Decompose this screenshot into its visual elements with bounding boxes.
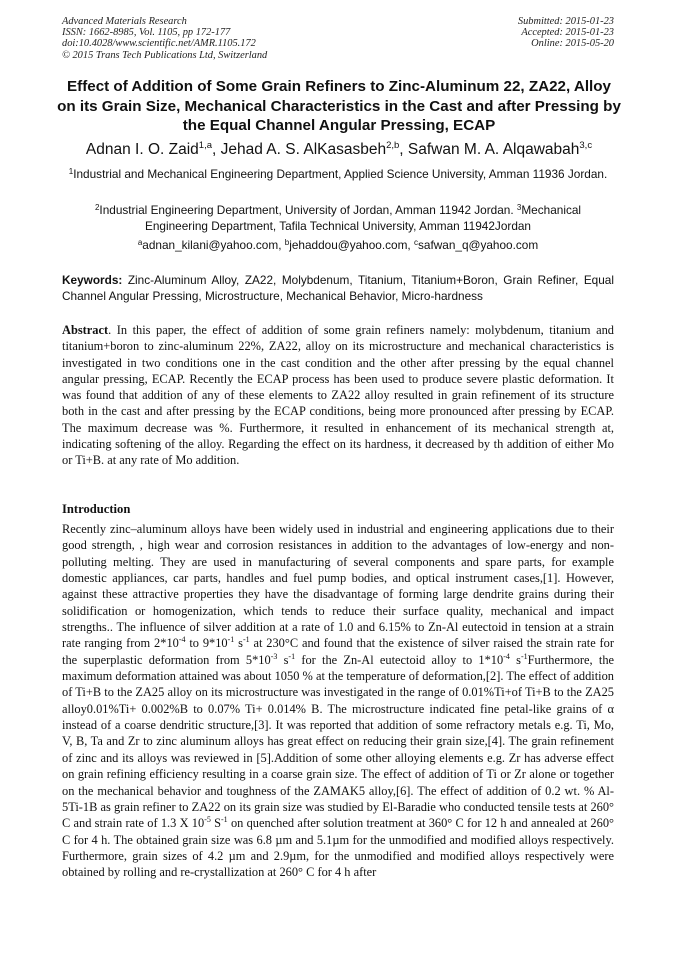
author-affiliation-mark: 3,c [579, 140, 593, 151]
exponent: -1 [221, 815, 228, 825]
exponent: -1 [288, 651, 296, 661]
email-mark: a [137, 238, 143, 247]
journal-name: Advanced Materials Research [62, 16, 187, 27]
journal-info [62, 16, 267, 61]
affiliation-mark: 2 [94, 203, 100, 212]
abstract-section [62, 322, 614, 469]
text-run: at 230°C and found that the existence of silver raised the strain rate for the superplastic deformation from 5*10 [62, 636, 615, 667]
paper-title: Effect of Addition of Some Grain Refiners to Zinc-Aluminum 22, ZA22, Alloy on its Grain Size, Mechanical Characteristics in the Cast and after Pressing by the Equal Channel Angular Pressing, ECAP [57, 78, 621, 134]
email-mark: c [414, 238, 418, 247]
keywords-text: Zinc-Aluminum Alloy, ZA22, Molybdenum, Titanium, Titanium+Boron, Grain Refiner, Equal Channel Angular Pressing, Microstructure, Mechanical Behavior, Micro-hardness [62, 273, 614, 303]
affiliation-mark: 1 [68, 167, 74, 176]
online-date: Online: 2015-05-20 [531, 38, 614, 50]
text-run: Furthermore, the maximum deformation attained was about 1050 % at the temperature of deformation,[2]. The effect of addition of Ti+B to the ZA25 alloy on its microstructure was investigated in the range of 0.01%Ti+of Ti+B to the ZA25 alloy0.01%Ti+ 0.002%B to 0.07% Ti+ 0.014% B. The microstructure indicated fine petal-like grains of α instead of a coarse dendritic structure,[3]. It was reported that addition of some refractory metals e.g. Ti, Mo, V, B, Ta and Zr to zinc aluminum alloys has great effect on reducing their grain size,[4]. The grain refinement of zinc and its alloys was reviewed in [5].Addition of some other alloying elements e.g. Zr has adverse effect on grain refining efficiency resulting in a coarse grain size. The effect of addition of Ti or Zr alone or together on the mechanical behavior and toughness of the ZAMAK5 alloy,[6]. The effect of addition of 0.2 wt. % Al-5Ti-1B as grain refiner to ZA22 on its grain size was studied by El-Baradie who conducted tensile tests at 260° C and strain rate of 1.3 X 10 [62, 652, 615, 831]
email-link[interactable]: adnan_kilani@yahoo.com, [142, 238, 285, 252]
text-run: s [277, 652, 289, 667]
introduction-heading: Introduction [62, 502, 131, 516]
journal-copyright: © 2015 Trans Tech Publications Ltd, Switzerland [62, 49, 268, 61]
keywords-section [62, 273, 614, 304]
text-run: on quenched after solution treatment at 360° C for 12 h and annealed at 260° C for 4 h. The obtained grain size was 6.8 µm and 5.1µm for the unmodified and modified alloys respectively. Furthermore, grain sizes of 4.2 µm and 2.9µm, for the unmodified and modified alloys respectively were obtained by rolling and re-crystallization at 260° C for 4 h after [62, 816, 614, 880]
text-run: for the Zn-Al eutectoid alloy to 1*10 [295, 652, 504, 667]
text-run: to 9*10 [185, 636, 228, 651]
author-name: Adnan I. O. Zaid [85, 141, 199, 158]
affiliation-2-3 [62, 203, 614, 234]
exponent: -1 [520, 651, 528, 661]
text-run: S [210, 816, 222, 831]
exponent: -1 [227, 635, 235, 645]
text-run: s [509, 652, 521, 667]
exponent: -5 [204, 815, 211, 825]
email-mark: b [284, 238, 290, 247]
author-emails [62, 238, 614, 253]
text-run: Recently zinc–aluminum alloys have been widely used in industrial and engineering applications due to their good strength, , high wear and corrosion resistances in addition to the advantages of low-energy and non-polluting melting. They are used in manufacturing of several components and spare parts, for example domestic appliances, car parts, handles and fuel pump bodies, and optical instrument cases,[1]. However, against these attractive properties they have the disadvantage of forming large dendrite grains during their solidification or homogenization, which tends to reduce their surface quality, mechanical and impact strengths.. The influence of silver addition at a rate of 1.0 and 6.15% to Zn-Al eutectoid in tension at a strain rate ranging from 2*10 [62, 522, 614, 651]
email-link[interactable]: safwan_q@yahoo.com [418, 238, 539, 252]
email-link[interactable]: jehaddou@yahoo.com, [289, 238, 414, 252]
exponent: -1 [242, 635, 250, 645]
author-separator: , [399, 141, 408, 158]
submitted-date: Submitted: 2015-01-23 [517, 16, 614, 27]
exponent: -4 [503, 651, 510, 661]
exponent: -4 [178, 635, 186, 645]
affiliation-mark: 3 [516, 203, 522, 212]
abstract-text: . In this paper, the effect of addition of some grain refiners namely: molybdenum, titanium and titanium+boron to zinc-aluminum 22%, ZA22, alloy on its microstructure and mechanical characteristics is investigated in two conditions one in the cast condition and the other after pressing by the equal channel angular pressing, ECAP. Recently the ECAP process has been used to produce severe plastic deformation. It was found that addition of any of these elements to ZA22 alloy resulted in grain refinement of its structure both in the cast and after pressing by the ECAP conditions, being more pronounced after pressing by ECAP. The maximum decrease was %. Furthermore, it resulted in enhancement of its mechanical strength at, indicating softening of the alloy. Regarding the effect on its hardness, it decreased by th addition of either Mo or Ti+B. at any rate of Mo addition. [62, 323, 614, 468]
author-affiliation-mark: 1,a [198, 140, 212, 151]
keywords-label: Keywords: [62, 273, 123, 287]
journal-issn: ISSN: 1662-8985, Vol. 1105, pp 172-177 [62, 27, 231, 39]
accepted-date: Accepted: 2015-01-23 [521, 27, 614, 39]
author-affiliation-mark: 2,b [386, 140, 400, 151]
exponent: -3 [270, 651, 278, 661]
affiliation-1 [62, 167, 614, 183]
affiliation-text: Industrial Engineering Department, University of Jordan, Amman 11942 Jordan. [99, 203, 517, 217]
publication-dates [518, 16, 614, 50]
affiliation-text: Industrial and Mechanical Engineering Department, Applied Science University, Amman 11936 Jordan. [73, 167, 608, 181]
author-name: Jehad A. S. AlKasasbeh [220, 141, 387, 158]
author-name: Safwan M. A. Alqawabah [407, 141, 580, 158]
affiliation-text: Mechanical Engineering Department, Tafila Technical University, Amman 11942Jordan [144, 203, 582, 233]
introduction-paragraph [62, 521, 614, 881]
text-run: s [234, 636, 243, 651]
author-list [40, 140, 638, 160]
abstract-label: Abstract [62, 323, 109, 337]
author-separator: , [212, 141, 221, 158]
journal-doi: doi:10.4028/www.scientific.net/AMR.1105.172 [62, 38, 256, 50]
